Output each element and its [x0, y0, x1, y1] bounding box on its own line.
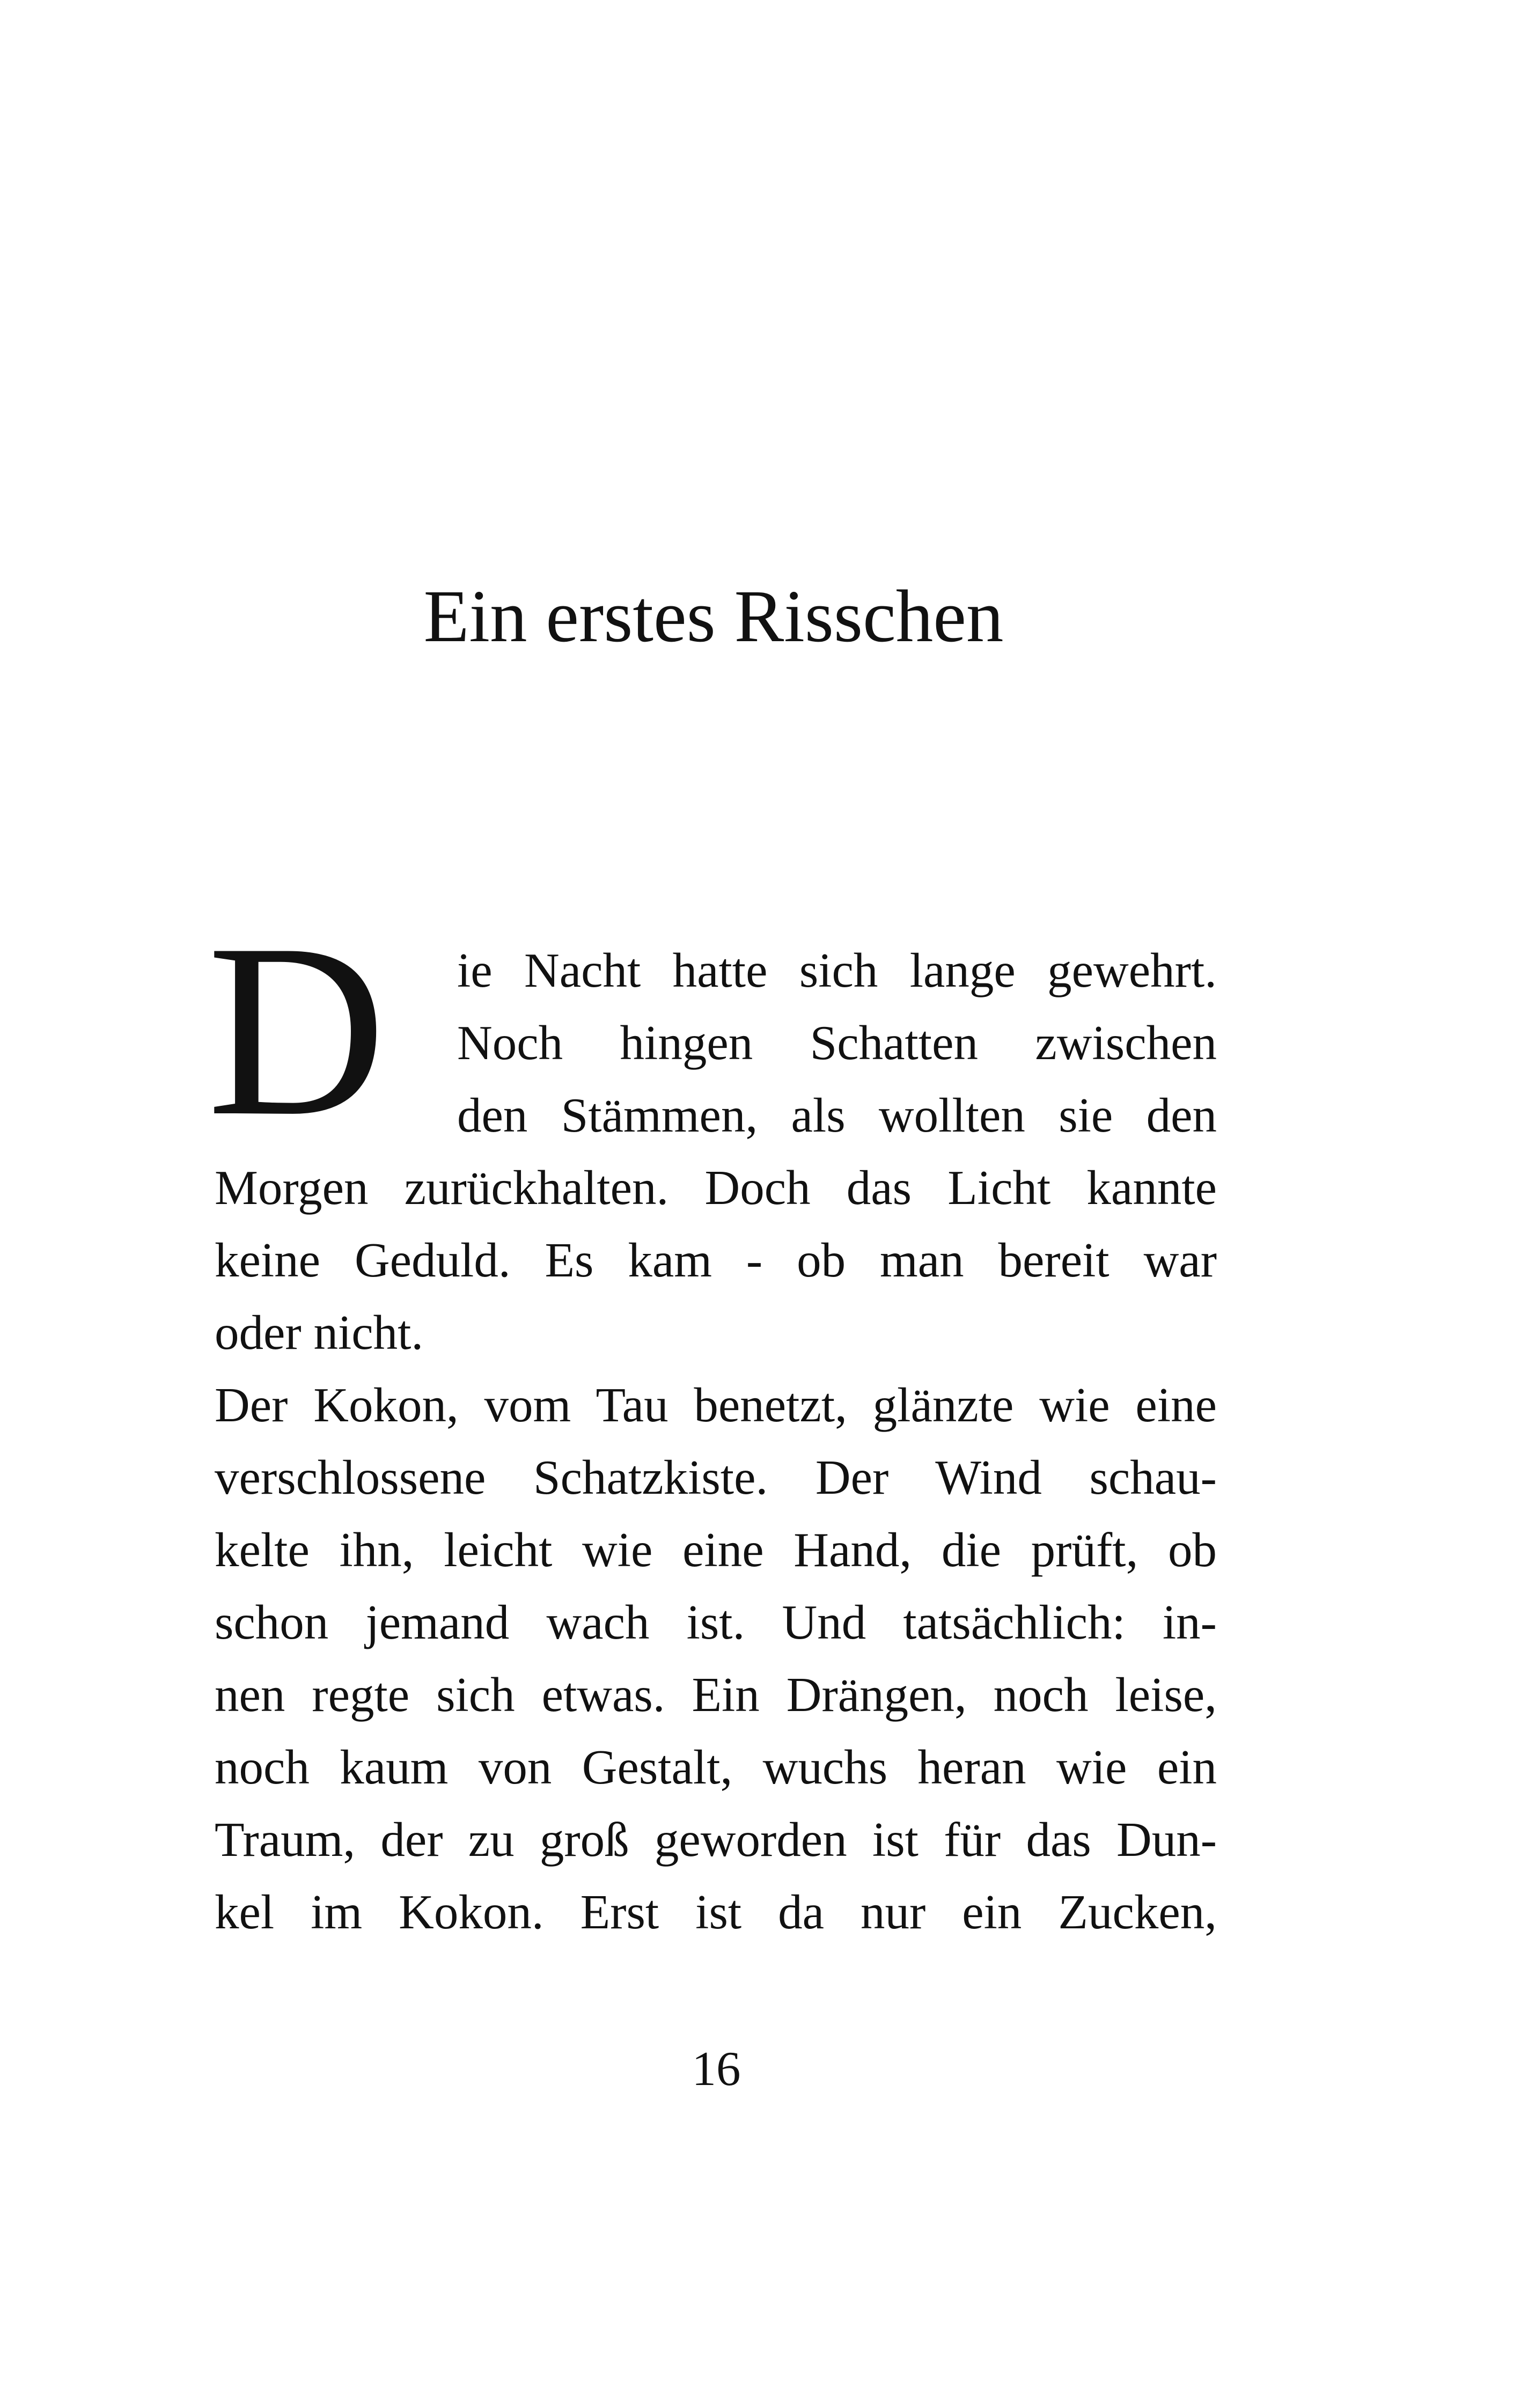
text-line: kel im Kokon. Erst ist da nur ein Zucken,	[215, 1885, 1217, 1939]
text-line: keine Geduld. Es kam - ob man bereit war	[215, 1233, 1217, 1287]
text-line: Der Kokon, vom Tau benetzt, glänzte wie eine	[215, 1378, 1217, 1432]
text-line: Traum, der zu groß geworden ist für das Dun-	[215, 1812, 1217, 1867]
text-line: schon jemand wach ist. Und tatsächlich: in-	[215, 1595, 1217, 1649]
text-line: Morgen zurückhalten. Doch das Licht kannte	[215, 1161, 1217, 1215]
page-number: 16	[692, 2042, 741, 2096]
text-line: kelte ihn, leicht wie eine Hand, die prüft, ob	[215, 1523, 1217, 1577]
text-line: Noch hingen Schatten zwischen	[457, 1016, 1217, 1070]
text-line: noch kaum von Gestalt, wuchs heran wie ein	[215, 1740, 1217, 1794]
text-line: nen regte sich etwas. Ein Drängen, noch leise,	[215, 1668, 1217, 1722]
text-line: den Stämmen, als wollten sie den	[457, 1088, 1217, 1142]
body-text	[207, 892, 1217, 1948]
text-line: ie Nacht hatte sich lange gewehrt.	[457, 943, 1217, 997]
chapter-title: Ein erstes Risschen	[423, 575, 1004, 658]
text-line: verschlossene Schatzkiste. Der Wind schau-	[215, 1450, 1217, 1504]
drop-cap: D	[207, 892, 386, 1167]
text-line: oder nicht.	[215, 1305, 424, 1360]
